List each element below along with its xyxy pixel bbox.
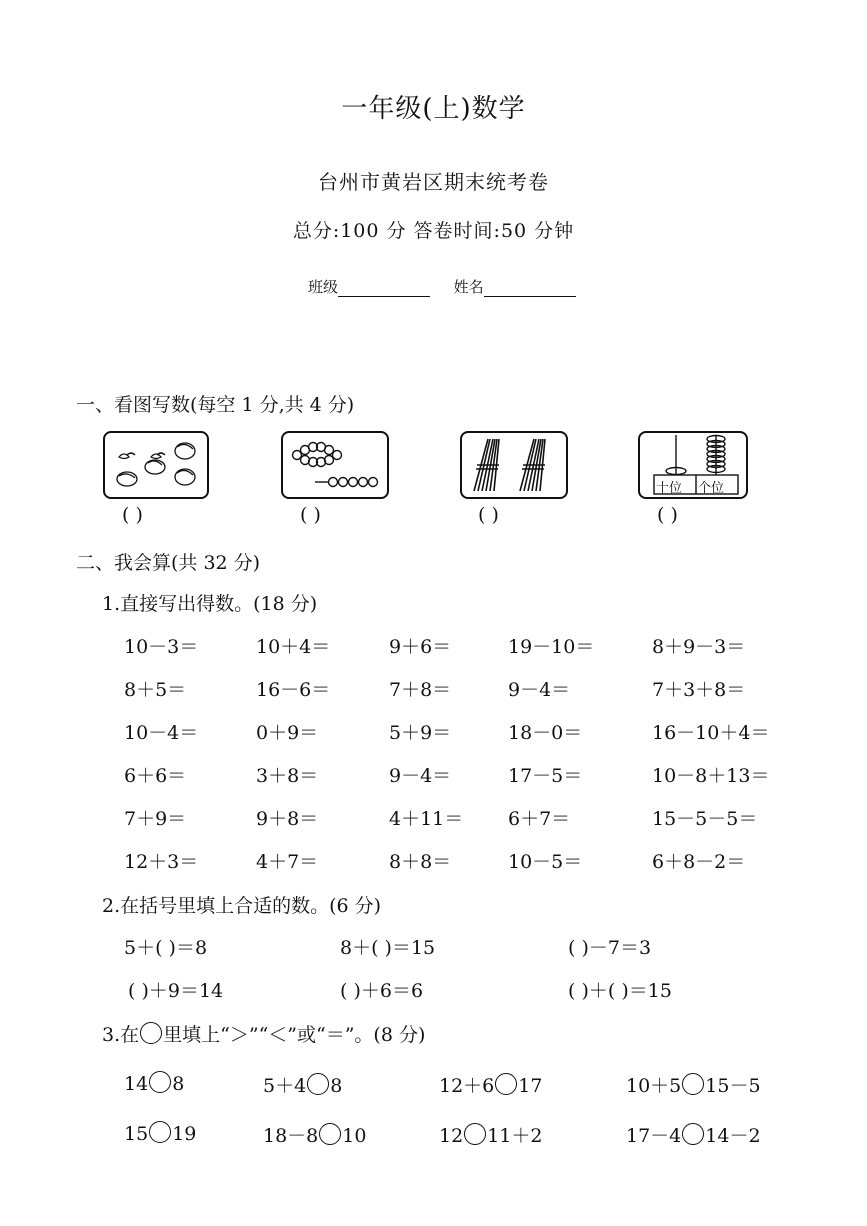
calc-item: 3＋8＝ (256, 765, 319, 787)
compare-item (263, 1071, 342, 1098)
section2-heading: 二、我会算(共 32 分) (76, 552, 261, 574)
calc-item: 6＋6＝ (124, 765, 187, 787)
calc-item: 19－10＝ (508, 636, 595, 658)
calc-item: 0＋9＝ (256, 722, 319, 744)
calc-item: 12＋3＝ (124, 851, 199, 873)
calc-item: 4＋11＝ (389, 808, 464, 830)
fill-blank-item[interactable]: 8＋( )＝15 (340, 937, 436, 959)
abacus-tens-label: 十位 (656, 481, 683, 496)
compare-circle-icon[interactable] (495, 1073, 517, 1095)
question3-label-suffix: 里填上“＞”“＜”或“＝”。(8 分) (163, 1024, 426, 1046)
section1-heading: 一、看图写数(每空 1 分,共 4 分) (76, 394, 355, 416)
calc-item: 10－3＝ (124, 636, 199, 658)
fill-blank-item[interactable]: ( )＋9＝14 (128, 980, 224, 1002)
compare-left: 14 (124, 1073, 149, 1095)
name-label: 姓名 (453, 278, 484, 296)
compare-item (439, 1071, 542, 1098)
picture-box-stick-bundles (460, 431, 568, 499)
compare-item (263, 1121, 366, 1148)
calc-item: 10－8＋13＝ (652, 765, 770, 787)
answer-paren-3[interactable]: ( ) (478, 504, 499, 526)
answer-paren-1[interactable]: ( ) (122, 504, 143, 526)
calc-item: 8＋5＝ (124, 679, 187, 701)
abacus-ones-label: 个位 (698, 481, 725, 496)
peaches-icon (105, 433, 207, 497)
answer-paren-4[interactable]: ( ) (657, 504, 678, 526)
compare-circle-icon[interactable] (682, 1123, 704, 1145)
exam-meta: 总分:100 分 答卷时间:50 分钟 (292, 220, 575, 242)
answer-paren-2[interactable]: ( ) (300, 504, 321, 526)
calc-item: 9＋8＝ (256, 808, 319, 830)
question3-label-prefix: 3.在 (102, 1024, 140, 1046)
compare-left: 17－4 (626, 1125, 682, 1147)
compare-left: 12＋6 (439, 1075, 495, 1097)
calc-item: 16－10＋4＝ (652, 722, 770, 744)
compare-right: 19 (172, 1123, 197, 1145)
compare-item (124, 1121, 196, 1145)
compare-item (626, 1121, 761, 1148)
class-label: 班级 (308, 278, 339, 296)
compare-item (124, 1071, 184, 1095)
class-blank[interactable] (338, 296, 430, 297)
picture-box-peaches (103, 431, 209, 499)
compare-circle-icon[interactable] (149, 1071, 171, 1093)
calc-item: 18－0＝ (508, 722, 583, 744)
name-blank[interactable] (484, 296, 576, 297)
calc-item: 9－4＝ (389, 765, 452, 787)
calc-item: 6＋7＝ (508, 808, 571, 830)
picture-box-abacus (638, 431, 748, 499)
calc-item: 7＋8＝ (389, 679, 452, 701)
calc-item: 16－6＝ (256, 679, 331, 701)
compare-right: 14－2 (705, 1125, 761, 1147)
compare-left: 5＋4 (263, 1075, 307, 1097)
compare-circle-icon[interactable] (682, 1073, 704, 1095)
page-title: 一年级(上)数学 (341, 94, 526, 124)
calc-item: 8＋9－3＝ (652, 636, 746, 658)
compare-right: 10 (342, 1125, 367, 1147)
compare-right: 15－5 (705, 1075, 761, 1097)
calc-item: 10－5＝ (508, 851, 583, 873)
compare-left: 12 (439, 1125, 464, 1147)
fill-blank-item[interactable]: ( )＋( )＝15 (568, 980, 672, 1002)
calc-item: 9－4＝ (508, 679, 571, 701)
compare-right: 8 (172, 1073, 185, 1095)
calc-item: 5＋9＝ (389, 722, 452, 744)
calc-item: 4＋7＝ (256, 851, 319, 873)
compare-left: 18－8 (263, 1125, 319, 1147)
compare-circle-icon[interactable] (149, 1121, 171, 1143)
compare-item (439, 1121, 542, 1148)
circle-icon (140, 1022, 162, 1044)
calc-item: 10＋4＝ (256, 636, 331, 658)
compare-circle-icon[interactable] (307, 1073, 329, 1095)
question2-label: 2.在括号里填上合适的数。(6 分) (102, 895, 382, 917)
compare-item (626, 1071, 761, 1098)
compare-circle-icon[interactable] (464, 1123, 486, 1145)
stick-bundle-icon (462, 433, 566, 497)
compare-right: 11＋2 (487, 1125, 543, 1147)
exam-subtitle: 台州市黄岩区期末统考卷 (318, 170, 549, 194)
question1-label: 1.直接写出得数。(18 分) (102, 593, 318, 615)
compare-left: 15 (124, 1123, 149, 1145)
question3-label (102, 1020, 425, 1047)
calc-item: 8＋8＝ (389, 851, 452, 873)
compare-right: 8 (330, 1075, 343, 1097)
student-info-line (308, 276, 576, 297)
fill-blank-item[interactable]: ( )＋6＝6 (340, 980, 424, 1002)
calc-item: 6＋8－2＝ (652, 851, 746, 873)
fill-blank-item[interactable]: 5＋( )＝8 (124, 937, 208, 959)
compare-circle-icon[interactable] (319, 1123, 341, 1145)
picture-box-beads (281, 431, 389, 499)
calc-item: 10－4＝ (124, 722, 199, 744)
compare-right: 17 (518, 1075, 543, 1097)
beads-icon (283, 433, 387, 497)
calc-item: 17－5＝ (508, 765, 583, 787)
calc-item: 15－5－5＝ (652, 808, 758, 830)
fill-blank-item[interactable]: ( )－7＝3 (568, 937, 652, 959)
calc-item: 9＋6＝ (389, 636, 452, 658)
calc-item: 7＋3＋8＝ (652, 679, 746, 701)
calc-item: 7＋9＝ (124, 808, 187, 830)
compare-left: 10＋5 (626, 1075, 682, 1097)
